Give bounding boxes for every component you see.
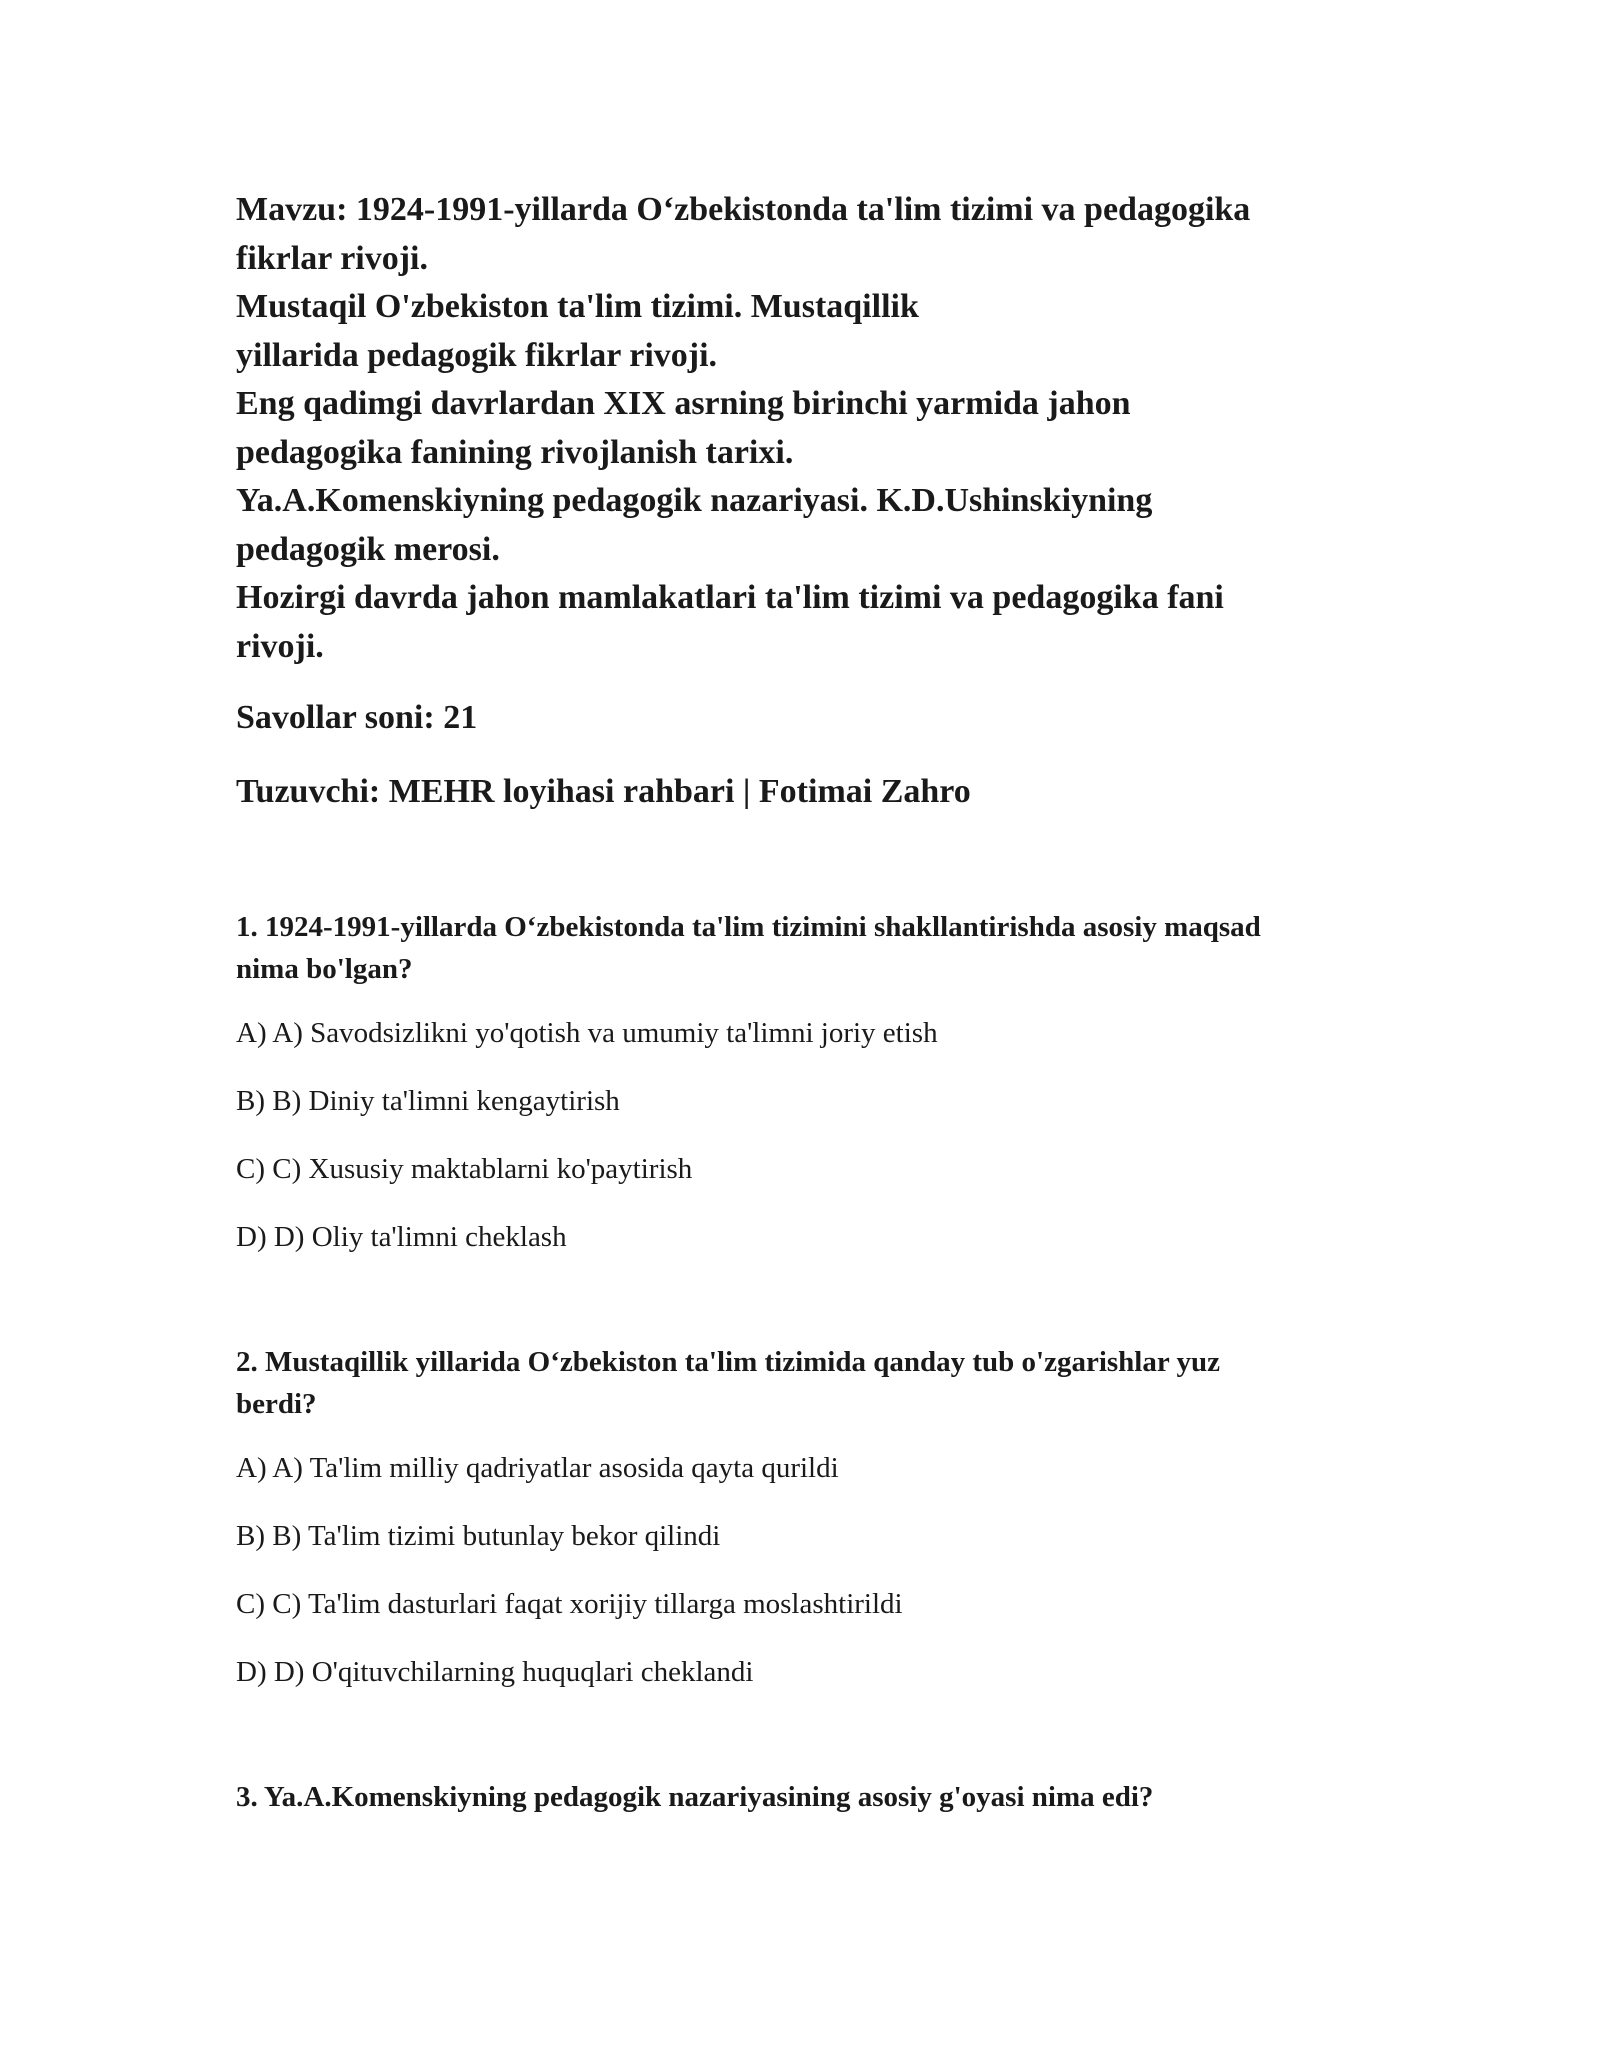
answer-option-b[interactable]: B) B) Diniy ta'limni kengaytirish — [236, 1085, 620, 1117]
question-text — [236, 1341, 1366, 1425]
answer-option-d[interactable]: D) D) O'qituvchilarning huquqlari cheklandi — [236, 1656, 754, 1688]
answer-option-d[interactable]: D) D) Oliy ta'limni cheklash — [236, 1221, 567, 1253]
topic-line: Hozirgi davrda jahon mamlakatlari ta'lim tizimi va pedagogika fani — [236, 579, 1224, 616]
question-text — [236, 1776, 1366, 1818]
question-item — [236, 1776, 1366, 1818]
question-text-line: nima bo'lgan? — [236, 953, 413, 985]
answer-option-a[interactable]: A) A) Savodsizlikni yo'qotish va umumiy ta'limni joriy etish — [236, 1017, 938, 1049]
question-count: Savollar soni: 21 — [236, 699, 478, 736]
answer-options — [236, 1447, 1366, 1693]
answer-option-c[interactable]: C) C) Xususiy maktablarni ko'paytirish — [236, 1153, 693, 1185]
topic-line: Mustaqil O'zbekiston ta'lim tizimi. Mustaqillik — [236, 288, 919, 325]
topic-line: rivoji. — [236, 627, 324, 665]
answer-option-b[interactable]: B) B) Ta'lim tizimi butunlay bekor qilindi — [236, 1520, 721, 1552]
topic-line: pedagogik merosi. — [236, 530, 500, 568]
topic-line: Eng qadimgi davrlardan XIX asrning birinchi yarmida jahon — [236, 385, 1131, 422]
author-line: Tuzuvchi: MEHR loyihasi rahbari | Fotimai Zahro — [236, 773, 971, 810]
topic-header — [236, 186, 1366, 671]
topic-line: Mavzu: 1924-1991-yillarda O‘zbekistonda ta'lim tizimi va pedagogika — [236, 191, 1251, 228]
answer-option-a[interactable]: A) A) Ta'lim milliy qadriyatlar asosida qayta qurildi — [236, 1452, 839, 1484]
document-page — [236, 186, 1366, 1818]
topic-line: fikrlar rivoji. — [236, 239, 428, 277]
topic-line: Ya.A.Komenskiyning pedagogik nazariyasi. K.D.Ushinskiyning — [236, 482, 1153, 519]
question-text-line: berdi? — [236, 1388, 317, 1420]
topic-line: pedagogika fanining rivojlanish tarixi. — [236, 433, 794, 471]
question-text-line: 2. Mustaqillik yillarida O‘zbekiston ta'lim tizimida qanday tub o'zgarishlar yuz — [236, 1346, 1220, 1378]
answer-options — [236, 1012, 1366, 1258]
question-item — [236, 906, 1366, 1258]
topic-line: yillarida pedagogik fikrlar rivoji. — [236, 336, 718, 374]
question-text-line: 1. 1924-1991-yillarda O‘zbekistonda ta'lim tizimini shakllantirishda asosiy maqsad — [236, 911, 1261, 943]
question-text — [236, 906, 1366, 990]
question-text-line: 3. Ya.A.Komenskiyning pedagogik nazariyasining asosiy g'oyasi nima edi? — [236, 1781, 1154, 1813]
question-list — [236, 906, 1366, 1818]
answer-option-c[interactable]: C) C) Ta'lim dasturlari faqat xorijiy tillarga moslashtirildi — [236, 1588, 903, 1620]
question-item — [236, 1341, 1366, 1693]
